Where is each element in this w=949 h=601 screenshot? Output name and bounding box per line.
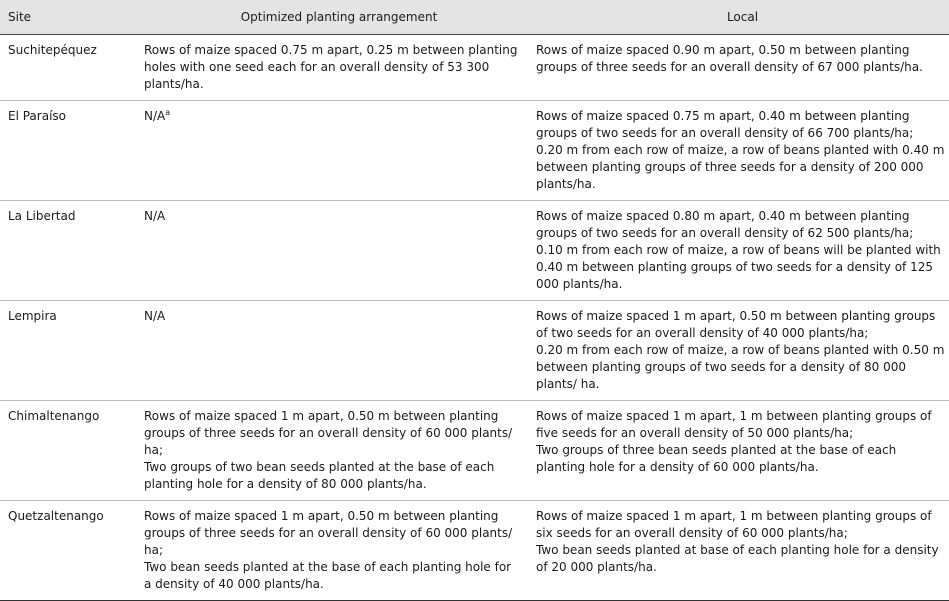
local-text <box>536 342 947 393</box>
local-text <box>536 442 947 476</box>
header-optimized: Optimized planting arrangement <box>142 0 536 35</box>
optimized-text-content: Rows of maize spaced 1 m apart, 0.50 m between planting groups of three seeds for an overall density of 60 000 plants/ ha; <box>144 509 513 557</box>
optimized-text-content: Two bean seeds planted at the base of each planting hole for a density of 40 000 plants/ha. <box>144 560 512 591</box>
table-row <box>0 201 949 301</box>
optimized-text <box>144 408 520 459</box>
cell-site: La Libertad <box>0 201 142 301</box>
cell-site: Lempira <box>0 301 142 401</box>
optimized-text-content: N/A <box>144 109 166 123</box>
local-text-content: Rows of maize spaced 0.80 m apart, 0.40 m between planting groups of two seeds for an overall density of 62 500 plants/ha; <box>536 209 914 240</box>
local-text <box>536 108 947 142</box>
optimized-text <box>144 559 520 593</box>
table-row <box>0 501 949 601</box>
cell-local <box>536 401 949 501</box>
table-row <box>0 401 949 501</box>
table-row <box>0 35 949 101</box>
cell-optimized <box>142 35 536 101</box>
cell-site: El Paraíso <box>0 101 142 201</box>
cell-local <box>536 201 949 301</box>
local-text <box>536 42 947 76</box>
optimized-text <box>144 208 520 225</box>
cell-local <box>536 301 949 401</box>
local-text-content: 0.20 m from each row of maize, a row of beans planted with 0.50 m between planting groups of two seeds for a density of 80 000 plants/ ha. <box>536 343 945 391</box>
optimized-text <box>144 508 520 559</box>
cell-local <box>536 501 949 601</box>
cell-local <box>536 35 949 101</box>
optimized-text <box>144 108 520 125</box>
optimized-text-content: N/A <box>144 309 166 323</box>
cell-optimized <box>142 401 536 501</box>
local-text-content: Rows of maize spaced 1 m apart, 0.50 m between planting groups of two seeds for an overall density of 40 000 plants/ha; <box>536 309 936 340</box>
footnote-marker: a <box>165 108 171 117</box>
local-text <box>536 508 947 542</box>
cell-site: Quetzaltenango <box>0 501 142 601</box>
local-text <box>536 408 947 442</box>
table-header <box>0 0 949 35</box>
cell-local <box>536 101 949 201</box>
local-text <box>536 208 947 242</box>
cell-site: Suchitepéquez <box>0 35 142 101</box>
local-text <box>536 242 947 293</box>
cell-site: Chimaltenango <box>0 401 142 501</box>
cell-optimized <box>142 101 536 201</box>
optimized-text-content: Two groups of two bean seeds planted at the base of each planting hole for a density of 80 000 plants/ha. <box>144 460 495 491</box>
local-text <box>536 308 947 342</box>
optimized-text <box>144 459 520 493</box>
table-row <box>0 101 949 201</box>
local-text-content: Rows of maize spaced 1 m apart, 1 m between planting groups of five seeds for an overall density of 50 000 plants/ha; <box>536 409 932 440</box>
local-text-content: Rows of maize spaced 0.75 m apart, 0.40 m between planting groups of two seeds for an overall density of 66 700 plants/ha; <box>536 109 914 140</box>
optimized-text-content: Rows of maize spaced 1 m apart, 0.50 m between planting groups of three seeds for an overall density of 60 000 plants/ ha; <box>144 409 513 457</box>
optimized-text-content: N/A <box>144 209 166 223</box>
local-text-content: Rows of maize spaced 1 m apart, 1 m between planting groups of six seeds for an overall density of 60 000 plants/ha; <box>536 509 932 540</box>
optimized-text <box>144 42 520 93</box>
local-text <box>536 142 947 193</box>
cell-optimized <box>142 201 536 301</box>
header-site: Site <box>0 0 142 35</box>
local-text <box>536 542 947 576</box>
table-body <box>0 35 949 601</box>
optimized-text <box>144 308 520 325</box>
header-row <box>0 0 949 35</box>
optimized-text-content: Rows of maize spaced 0.75 m apart, 0.25 m between planting holes with one seed each for an overall density of 53 300 plants/ha. <box>144 43 518 91</box>
local-text-content: 0.10 m from each row of maize, a row of beans will be planted with 0.40 m between planting groups of two seeds for a density of 125 000 plants/ha. <box>536 243 941 291</box>
cell-optimized <box>142 301 536 401</box>
local-text-content: Rows of maize spaced 0.90 m apart, 0.50 m between planting groups of three seeds for an overall density of 67 000 plants/ha. <box>536 43 923 74</box>
local-text-content: 0.20 m from each row of maize, a row of beans planted with 0.40 m between planting groups of three seeds for a density of 200 000 plants/ha. <box>536 143 945 191</box>
local-text-content: Two bean seeds planted at base of each planting hole for a density of 20 000 plants/ha. <box>536 543 939 574</box>
header-local: Local <box>536 0 949 35</box>
local-text-content: Two groups of three bean seeds planted at the base of each planting hole for a density of 60 000 plants/ha. <box>536 443 897 474</box>
table-row <box>0 301 949 401</box>
cell-optimized <box>142 501 536 601</box>
